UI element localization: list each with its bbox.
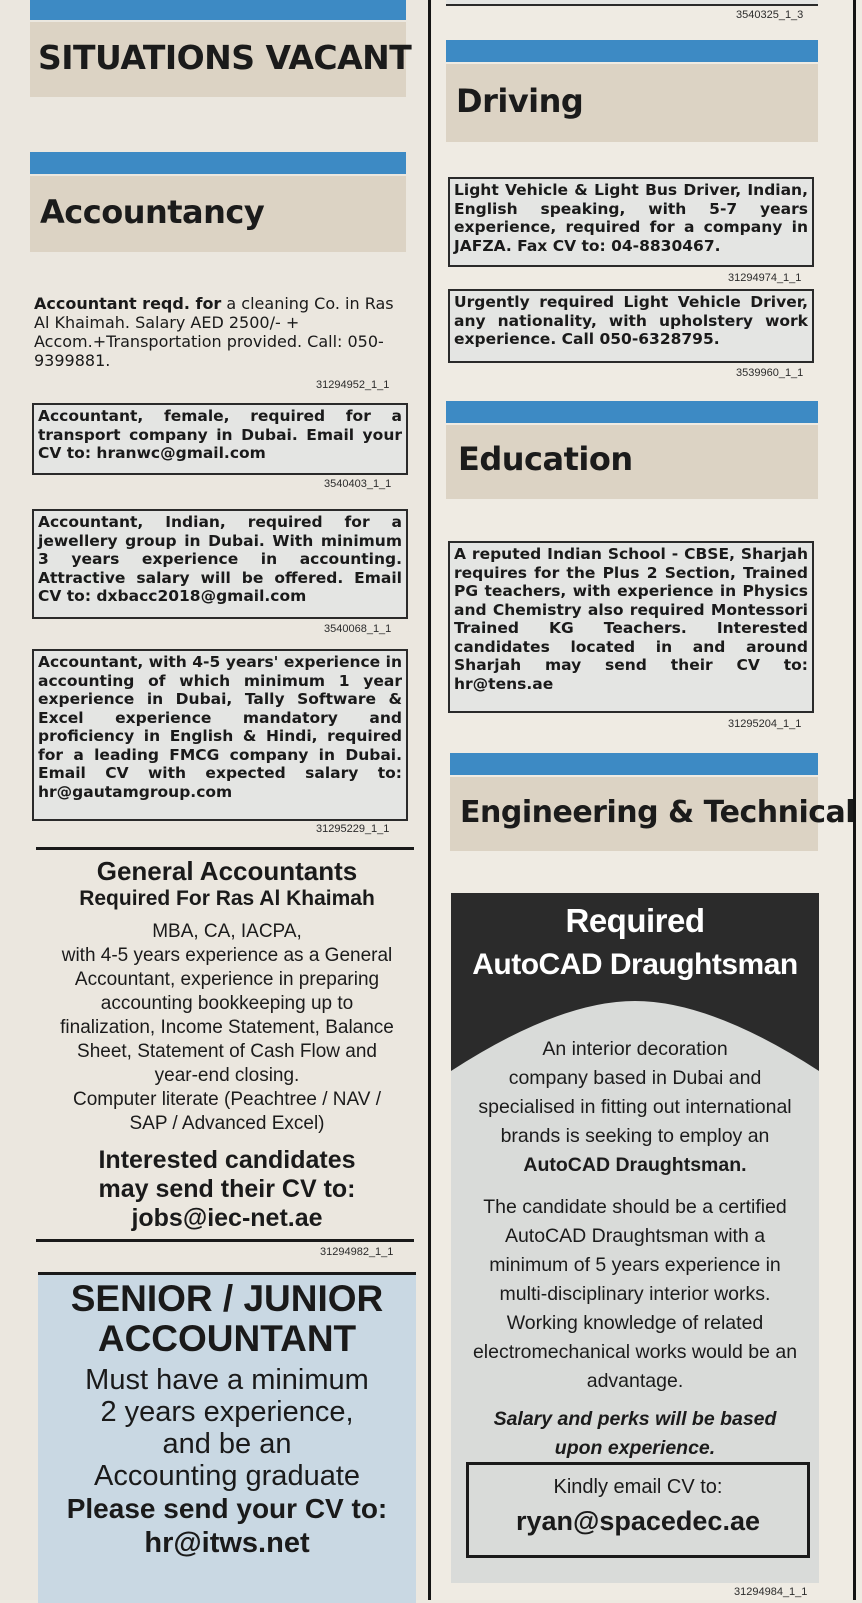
engineering-blue-bar: [450, 753, 818, 775]
ad-ref: 31295229_1_1: [316, 823, 390, 835]
ad-ref: 31294952_1_1: [316, 379, 390, 391]
ad-light-bus-driver: Light Vehicle & Light Bus Driver, Indian, English speaking, with 5-7 years experience, required for a company in JAFZA. Fax CV to: 04-8830467.: [448, 177, 814, 267]
ad-ref: 31294982_1_1: [320, 1246, 394, 1258]
category-driving: Driving: [456, 82, 584, 120]
autocad-intro: An interior decoration company based in Dubai and specialised in fitting out international brands is seeking to employ an AutoCAD Draughtsman.: [478, 1038, 792, 1176]
ad-ref: 3540325_1_3: [736, 9, 804, 21]
section-title: SITUATIONS VACANT: [38, 38, 412, 77]
driving-blue-bar: [446, 40, 818, 62]
ad-ref: 3540403_1_1: [324, 478, 392, 490]
ad-ref: 31294974_1_1: [728, 272, 802, 284]
ad-accountant-female: Accountant, female, required for a transport company in Dubai. Email your CV to: hranwc@gmail.com: [32, 403, 408, 475]
ad-accountant-indian: Accountant, Indian, required for a jewellery group in Dubai. With minimum 3 years experience in accounting. Attractive salary will be offered. Email CV to: dxbacc2018@gmail.com: [32, 509, 408, 619]
sj-cta: Please send your CV to:: [66, 1493, 388, 1524]
autocad-email: ryan@spacedec.ae: [516, 1506, 760, 1536]
ga-heading-2: Required For Ras Al Khaimah: [79, 887, 375, 910]
sj-email: hr@itws.net: [144, 1527, 310, 1559]
sj-title-1: SENIOR / JUNIOR: [70, 1278, 384, 1319]
autocad-title-1: Required: [565, 902, 705, 939]
ga-body: MBA, CA, IACPA, with 4-5 years experience as a General Accountant, experience in preparing accounting bookkeeping up to finalization, Income Statement, Balance Sheet, Statement of Cash Flow and year-end closing. Computer literate (Peachtree / NAV / SAP / Advanced Excel): [60, 921, 394, 1134]
ga-heading-1: General Accountants: [96, 856, 358, 886]
category-engineering: Engineering & Technical: [460, 795, 856, 830]
column-divider: [428, 0, 431, 1600]
sj-body: Must have a minimum 2 years experience, and be an Accounting graduate: [85, 1364, 369, 1492]
ga-cta: Interested candidates may send their CV to: jobs@iec-net.ae: [98, 1146, 356, 1232]
category-education: Education: [458, 440, 633, 478]
ad-ref: 3540068_1_1: [324, 623, 392, 635]
accountancy-blue-bar: [30, 152, 406, 174]
autocad-description: The candidate should be a certified AutoCAD Draughtsman with a minimum of 5 years experience in multi-disciplinary interior works. Working knowledge of related electromechanical works would be an advantage.: [472, 1196, 798, 1392]
rule: [36, 1239, 414, 1242]
autocad-email-label: Kindly email CV to:: [553, 1476, 723, 1498]
education-blue-bar: [446, 401, 818, 423]
top-blue-bar: [30, 0, 406, 20]
ad-ref: 3539960_1_1: [736, 367, 804, 379]
rule: [36, 847, 414, 850]
ad-light-vehicle-driver: Urgently required Light Vehicle Driver, any nationality, with upholstery work experience. Call 050-6328795.: [448, 289, 814, 363]
prev-ad-edge: [446, 0, 818, 6]
category-accountancy: Accountancy: [40, 193, 265, 231]
ad-ref: 31294984_1_1: [734, 1586, 808, 1598]
ad-ref: 31295204_1_1: [728, 718, 802, 730]
ad-accountant-fmcg: Accountant, with 4-5 years' experience in accounting of which minimum 1 year experience in Dubai, Tally Software & Excel experience mandatory and proficiency in English & Hindi, required for a leading FMCG company in Dubai. Email CV with expected salary to: hr@gautamgroup.com: [32, 649, 408, 821]
sj-title-2: ACCOUNTANT: [97, 1318, 357, 1359]
ad-accountant-rak: Accountant reqd. for a cleaning Co. in Ras Al Khaimah. Salary AED 2500/- + Accom.+Transportation provided. Call: 050-9399881.: [34, 294, 394, 370]
ad-indian-school: A reputed Indian School - CBSE, Sharjah requires for the Plus 2 Section, Trained PG teachers, with experience in Physics and Chemistry also required Montessori Trained KG Teachers. Interested candidates located in and around Sharjah may send their CV to: hr@tens.ae: [448, 541, 814, 713]
autocad-salary: Salary and perks will be based upon experience.: [493, 1408, 777, 1459]
autocad-title-2: AutoCAD Draughtsman: [472, 948, 798, 981]
